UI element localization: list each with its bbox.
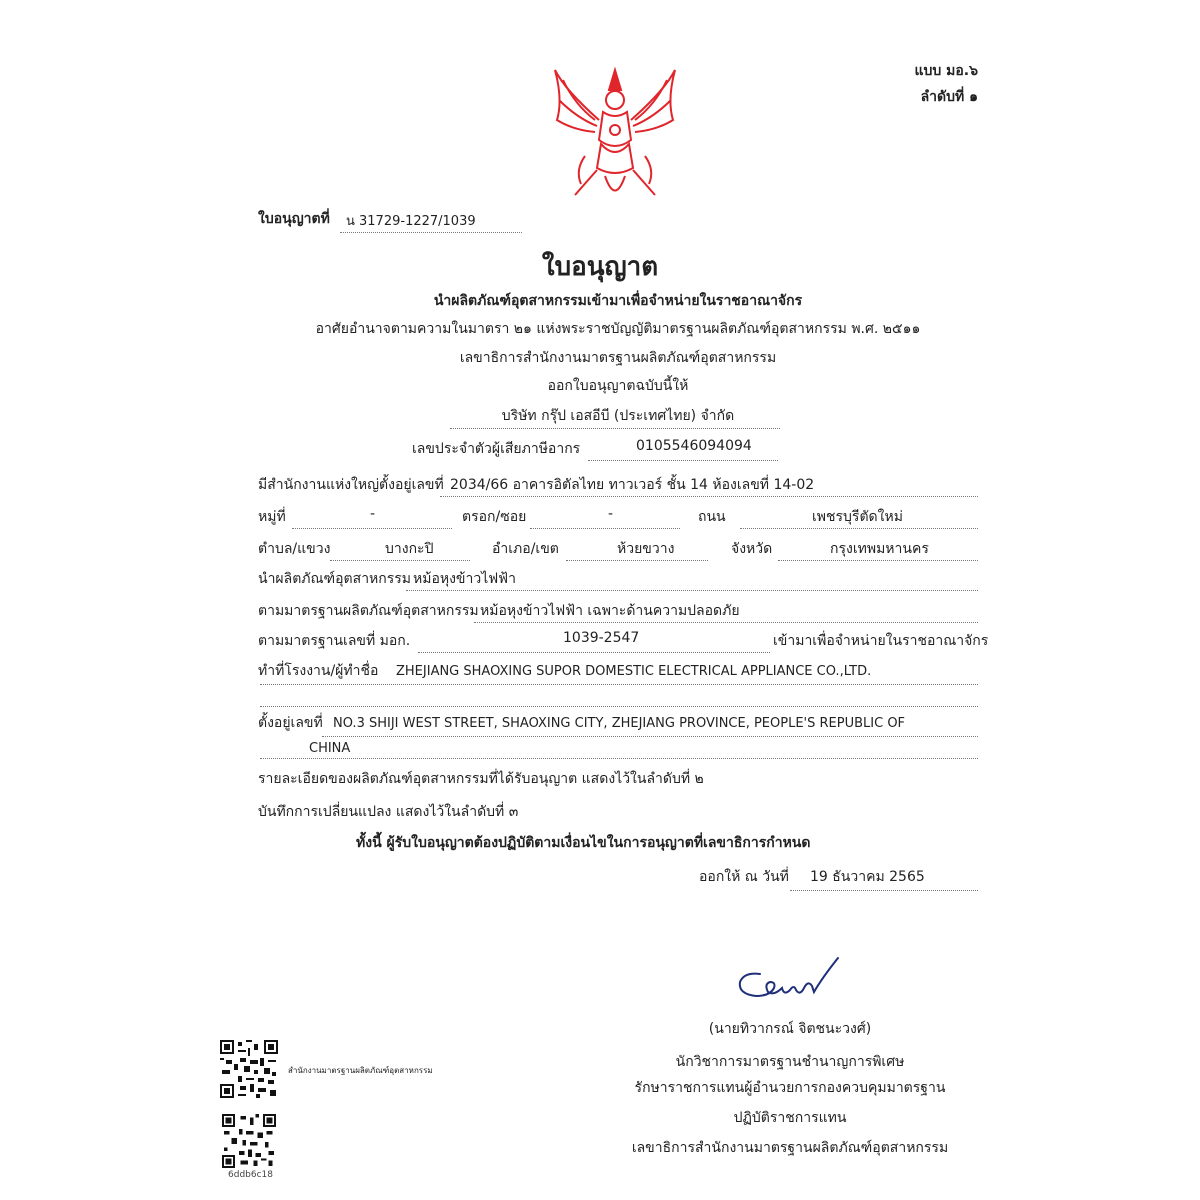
standard-value: หม้อหุงข้าวไฟฟ้า เฉพาะด้านความปลอดภัย: [480, 603, 740, 619]
signer-title-1: นักวิชาการมาตรฐานชำนาญการพิเศษ: [675, 1054, 905, 1070]
tax-id-value: 0105546094094: [636, 438, 752, 454]
document-code: 6ddb6c18: [228, 1170, 273, 1180]
moo-value: -: [370, 506, 376, 522]
license-no-label: ใบอนุญาตที่: [258, 211, 330, 227]
soi-value: -: [608, 506, 614, 522]
soi-label: ตรอก/ซอย: [462, 509, 527, 525]
form-order-label: ลำดับที่ ๑: [920, 89, 978, 105]
factory-value: ZHEJIANG SHAOXING SUPOR DOMESTIC ELECTRICAL APPLIANCE CO.,LTD.: [396, 664, 872, 679]
license-no-value: น 31729-1227/1039: [346, 214, 476, 229]
tambon-value: บางกะปิ: [385, 541, 434, 557]
province-value: กรุงเทพมหานคร: [830, 541, 929, 557]
signer-title-2: รักษาราชการแทนผู้อำนวยการกองควบคุมมาตรฐาน: [634, 1080, 946, 1096]
standard-no-value: 1039-2547: [563, 630, 640, 646]
tambon-label: ตำบล/แขวง: [258, 541, 331, 557]
amphoe-value: ห้วยขวาง: [617, 541, 675, 557]
qr-caption: สำนักงานมาตรฐานผลิตภัณฑ์อุตสาหกรรม: [288, 1066, 433, 1075]
factory-address-line2: CHINA: [309, 741, 351, 756]
standard-no-label: ตามมาตรฐานเลขที่ มอก.: [258, 633, 411, 649]
page-title: ใบอนุญาต: [541, 252, 659, 282]
authority-line: อาศัยอำนาจตามความในมาตรา ๒๑ แห่งพระราชบัญญัติมาตรฐานผลิตภัณฑ์อุตสาหกรรม พ.ศ. ๒๕๑๑: [315, 321, 921, 337]
signer-title-3: ปฏิบัติราชการแทน: [733, 1110, 847, 1126]
subtitle: นำผลิตภัณฑ์อุตสาหกรรมเข้ามาเพื่อจำหน่ายในราชอาณาจักร: [433, 293, 803, 309]
qr-code-small-icon: [222, 1114, 276, 1168]
issue-date-label: ออกให้ ณ วันที่: [699, 869, 789, 885]
factory-label: ทำที่โรงงาน/ผู้ทำชื่อ: [258, 663, 379, 679]
condition-line: ทั้งนี้ ผู้รับใบอนุญาตต้องปฏิบัติตามเงื่อนไขในการอนุญาตที่เลขาธิการกำหนด: [356, 835, 811, 851]
amphoe-label: อำเภอ/เขต: [492, 541, 559, 557]
tax-id-label: เลขประจำตัวผู้เสียภาษีอากร: [412, 441, 581, 457]
road-label: ถนน: [698, 509, 726, 525]
qr-code-icon: [220, 1040, 278, 1098]
signer-name: (นายทิวากรณ์ จิตชนะวงศ์): [708, 1021, 872, 1037]
garuda-emblem-icon: [545, 60, 685, 210]
standard-label: ตามมาตรฐานผลิตภัณฑ์อุตสาหกรรม: [258, 603, 479, 619]
standard-no-suffix: เข้ามาเพื่อจำหน่ายในราชอาณาจักร: [773, 633, 989, 649]
changes-line: บันทึกการเปลี่ยนแปลง แสดงไว้ในลำดับที่ ๓: [258, 804, 519, 820]
form-type-label: แบบ มอ.๖: [914, 63, 978, 79]
moo-label: หมู่ที่: [258, 509, 286, 525]
issue-date-value: 19 ธันวาคม 2565: [810, 869, 925, 885]
factory-address-label: ตั้งอยู่เลขที่: [258, 715, 323, 731]
issue-line: ออกใบอนุญาตฉบับนี้ให้: [547, 378, 689, 394]
head-office-label: มีสำนักงานแห่งใหญ่ตั้งอยู่เลขที่: [258, 477, 444, 493]
signature-icon: [730, 952, 845, 1007]
factory-address-line1: NO.3 SHIJI WEST STREET, SHAOXING CITY, ZHEJIANG PROVINCE, PEOPLE'S REPUBLIC OF: [333, 716, 906, 731]
head-office-value: 2034/66 อาคารอิตัลไทย ทาวเวอร์ ชั้น 14 ห้องเลขที่ 14-02: [450, 477, 815, 493]
details-line: รายละเอียดของผลิตภัณฑ์อุตสาหกรรมที่ได้รับอนุญาต แสดงไว้ในลำดับที่ ๒: [258, 771, 704, 787]
road-value: เพชรบุรีตัดใหม่: [812, 509, 903, 525]
company-name: บริษัท กรุ๊ป เอสอีบี (ประเทศไทย) จำกัด: [501, 408, 735, 424]
signer-title-4: เลขาธิการสำนักงานมาตรฐานผลิตภัณฑ์อุตสาหกรรม: [631, 1140, 949, 1156]
province-label: จังหวัด: [731, 541, 773, 557]
secretary-line: เลขาธิการสำนักงานมาตรฐานผลิตภัณฑ์อุตสาหกรรม: [459, 350, 777, 366]
product-label: นำผลิตภัณฑ์อุตสาหกรรม: [258, 571, 412, 587]
product-value: หม้อหุงข้าวไฟฟ้า: [413, 571, 516, 587]
